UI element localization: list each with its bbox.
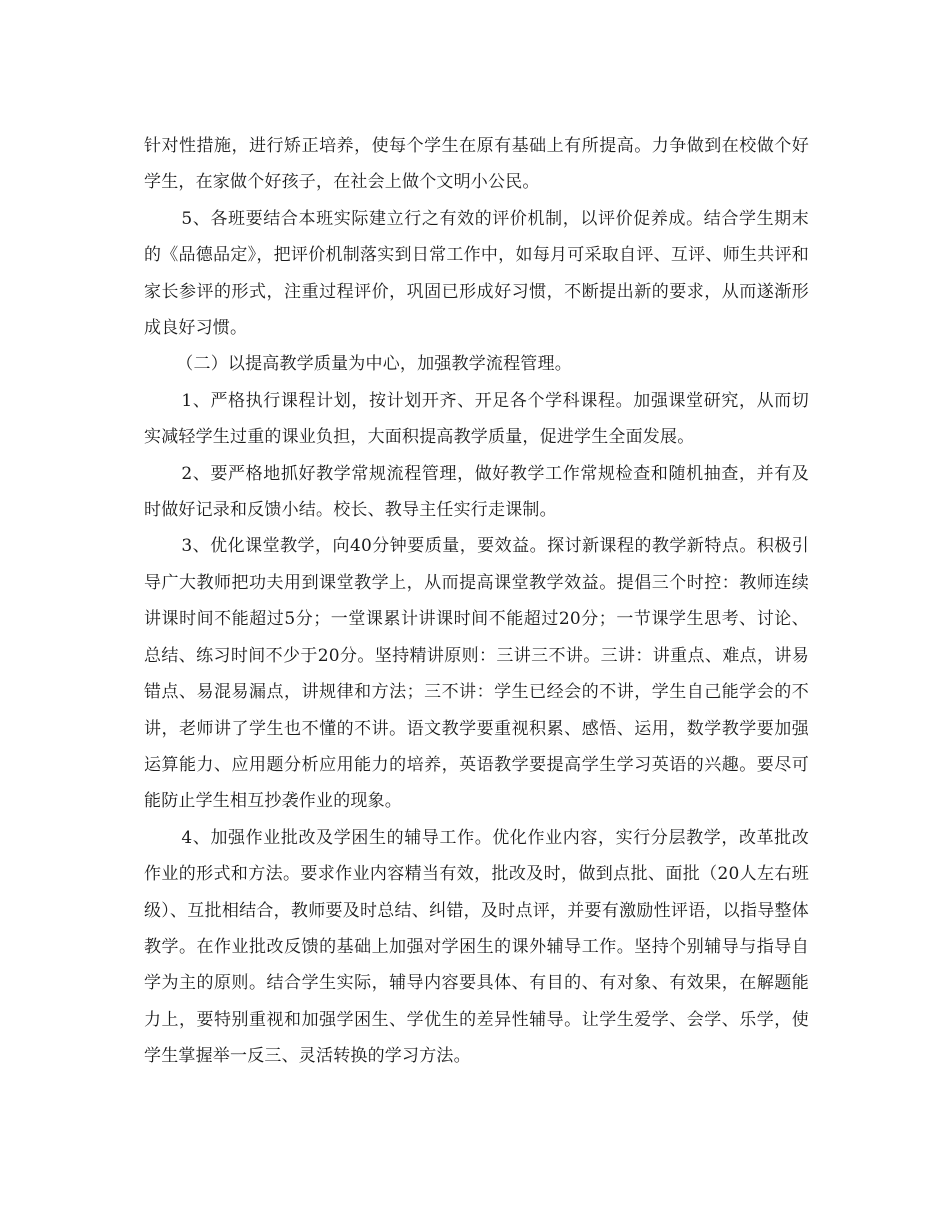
paragraph-quality-1: 1、严格执行课程计划，按计划开齐、开足各个学科课程。加强课堂研究，从而切实减轻学生过重的课业负担，大面积提高教学质量，促进学生全面发展。 [144,390,809,448]
paragraph-quality-2: 2、要严格地抓好教学常规流程管理，做好教学工作常规检查和随机抽查，并有及时做好记录和反馈小结。校长、教导主任实行走课制。 [144,463,809,521]
paragraph-quality-3: 3、优化课堂教学，向40分钟要质量，要效益。探讨新课程的教学新特点。积极引导广大教师把功夫用到课堂教学上，从而提高课堂教学效益。提倡三个时控：教师连续讲课时间不能超过5分；一堂课累计讲课时间不能超过20分；一节课学生思考、讨论、总结、练习时间不少于20分。坚持精讲原则：三讲三不讲。三讲：讲重点、难点，讲易错点、易混易漏点，讲规律和方法；三不讲：学生已经会的不讲，学生自己能学会的不讲，老师讲了学生也不懂的不讲。语文教学要重视积累、感悟、运用，数学教学要加强运算能力、应用题分析应用能力的培养，英语教学要提高学生学习英语的兴趣。要尽可能防止学生相互抄袭作业的现象。 [144,536,809,812]
paragraph-continuation: 针对性措施，进行矫正培养，使每个学生在原有基础上有所提高。力争做到在校做个好学生，在家做个好孩子，在社会上做个文明小公民。 [144,136,809,193]
paragraph-quality-4: 4、加强作业批改及学困生的辅导工作。优化作业内容，实行分层教学，改革批改作业的形式和方法。要求作业内容精当有效，批改及时，做到点批、面批（20人左右班级）、互批相结合，教师要及时总结、纠错，及时点评，并要有激励性评语，以指导整体教学。在作业批改反馈的基础上加强对学困生的课外辅导工作。坚持个别辅导与指导自学为主的原则。结合学生实际，辅导内容要具体、有目的、有对象、有效果，在解题能力上，要特别重视和加强学困生、学优生的差异性辅导。让学生爱学、会学、乐学，使学生掌握举一反三、灵活转换的学习方法。 [144,827,809,1067]
section-heading-2: （二）以提高教学质量为中心，加强教学流程管理。 [176,354,572,375]
document-body [144,128,809,1075]
paragraph-item-5: 5、各班要结合本班实际建立行之有效的评价机制，以评价促养成。结合学生期末的《品德品定》，把评价机制落实到日常工作中，如每月可采取自评、互评、师生共评和家长参评的形式，注重过程评价，巩固已形成好习惯，不断提出新的要求，从而遂渐形成良好习惯。 [144,208,809,339]
